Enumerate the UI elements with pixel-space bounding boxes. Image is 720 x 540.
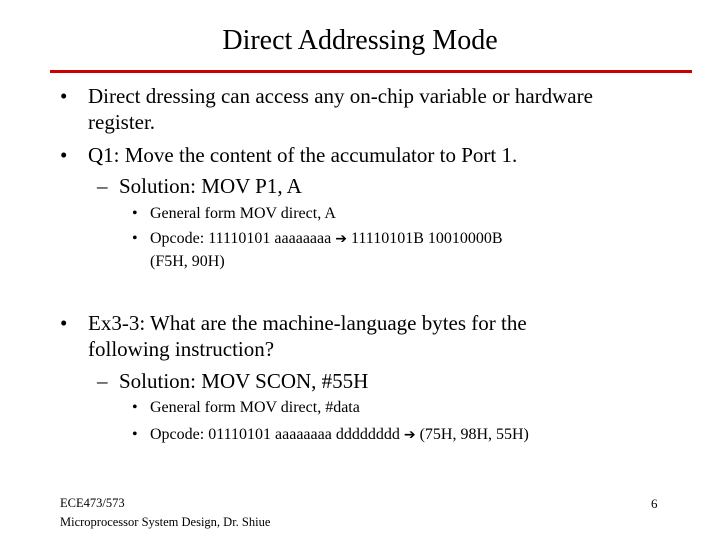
bullet-marker: • xyxy=(60,84,68,108)
bullet-1-line-1: Direct dressing can access any on-chip variable or hardware xyxy=(88,84,593,108)
arrow-icon: ➔ xyxy=(403,427,416,443)
bullet-1 xyxy=(60,83,67,109)
solution-2: Solution: MOV SCON, #55H xyxy=(119,369,369,393)
opcode-1-after: 11110101B 10010000B xyxy=(346,230,503,247)
bullet-marker: • xyxy=(60,311,68,335)
opcode-2-before: Opcode: 01110101 aaaaaaaa dddddddd xyxy=(150,426,404,443)
slide-title: Direct Addressing Mode xyxy=(222,25,498,56)
sub-bullet-marker: • xyxy=(132,205,138,222)
opcode-1-continuation: (F5H, 90H) xyxy=(150,253,225,270)
bullet-3-line-1: Ex3-3: What are the machine-language bytes for the xyxy=(88,311,527,335)
opcode-2 xyxy=(150,424,529,446)
footer-subtitle: Microprocessor System Design, Dr. Shiue xyxy=(60,515,271,529)
opcode-1 xyxy=(150,228,503,250)
page-number: 6 xyxy=(651,496,658,511)
dash-marker: – xyxy=(97,369,108,393)
bullet-3 xyxy=(60,310,67,336)
title-underline xyxy=(50,70,692,73)
arrow-icon: ➔ xyxy=(335,231,347,247)
bullet-1-line-2: register. xyxy=(88,110,156,134)
solution-1: Solution: MOV P1, A xyxy=(119,174,302,198)
dash-marker: – xyxy=(97,174,108,198)
sub-bullet-marker: • xyxy=(132,426,138,443)
bullet-marker: • xyxy=(60,143,68,167)
opcode-1-before: Opcode: 11110101 aaaaaaaa xyxy=(150,230,336,247)
opcode-2-after: (75H, 98H, 55H) xyxy=(415,426,529,443)
bullet-2 xyxy=(60,142,67,168)
general-form-2: General form MOV direct, #data xyxy=(150,399,360,416)
footer xyxy=(60,494,270,532)
general-form-1: General form MOV direct, A xyxy=(150,205,336,222)
bullet-2-text: Q1: Move the content of the accumulator to Port 1. xyxy=(88,143,518,167)
footer-course: ECE473/573 xyxy=(60,496,125,510)
bullet-3-line-2: following instruction? xyxy=(88,337,275,361)
sub-bullet-marker: • xyxy=(132,230,138,247)
sub-bullet-marker: • xyxy=(132,399,138,416)
